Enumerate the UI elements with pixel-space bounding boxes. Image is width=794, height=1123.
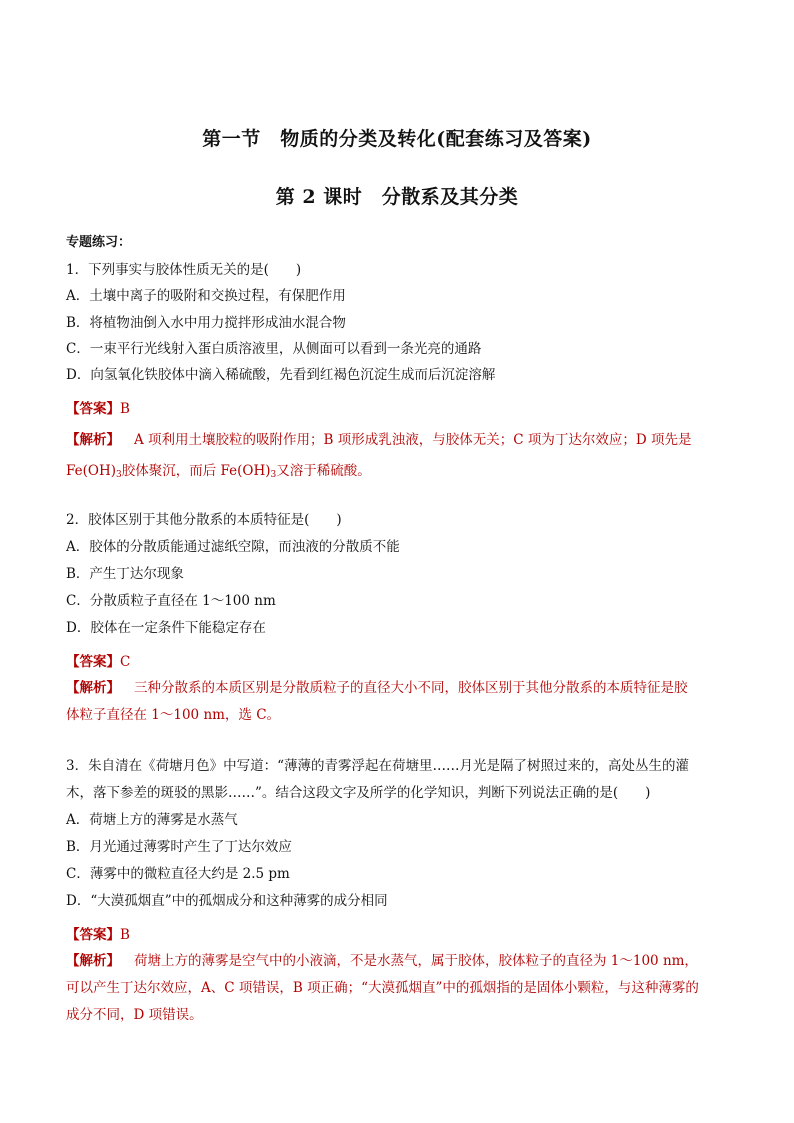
q3-answer xyxy=(66,926,130,944)
answer-label: 【答案】 xyxy=(66,654,120,670)
q2-option-a: A．胶体的分散质能通过滤纸空隙，而浊液的分散质不能 xyxy=(66,539,400,555)
q1-explain-text1: A 项利用土壤胶粒的吸附作用；B 项形成乳浊液，与胶体无关；C 项为丁达尔效应；D 项先是 xyxy=(134,432,692,448)
q2-answer xyxy=(66,653,130,671)
explain-label: 【解析】 xyxy=(66,680,120,696)
subscript: 3 xyxy=(116,470,122,480)
explain-label: 【解析】 xyxy=(66,432,120,448)
q3-stem-line1: 3．朱自清在《荷塘月色》中写道：“薄薄的青雾浮起在荷塘里……月光是隔了树照过来的，高处丛生的灌 xyxy=(66,758,689,774)
section-label: 专题练习： xyxy=(66,235,132,250)
q2-explain-text1: 三种分散系的本质区别是分散质粒子的直径大小不同，胶体区别于其他分散系的本质特征是胶 xyxy=(134,680,688,696)
q1-explain-text2b: 胶体聚沉，而后 Fe(OH) xyxy=(121,463,271,479)
q3-answer-value: B xyxy=(120,927,130,943)
q1-option-d: D．向氢氧化铁胶体中滴入稀硫酸，先看到红褐色沉淀生成而后沉淀溶解 xyxy=(66,367,496,383)
q1-explain-text2a: Fe(OH) xyxy=(66,463,116,479)
q2-stem: 2．胶体区别于其他分散系的本质特征是( ) xyxy=(66,512,342,528)
q1-answer xyxy=(66,400,130,418)
q1-explain-text2c: 又溶于稀硫酸。 xyxy=(276,463,371,479)
q2-option-c: C．分散质粒子直径在 1～100 nm xyxy=(66,593,276,609)
q3-explanation-line1 xyxy=(66,952,698,970)
q3-option-b: B．月光通过薄雾时产生了丁达尔效应 xyxy=(66,839,292,855)
q1-stem: 1．下列事实与胶体性质无关的是( ) xyxy=(66,262,302,278)
q3-option-c: C．薄雾中的微粒直径大约是 2.5 pm xyxy=(66,866,290,882)
q1-option-b: B．将植物油倒入水中用力搅拌形成油水混合物 xyxy=(66,315,346,331)
q2-explanation-line1 xyxy=(66,679,688,697)
q1-explanation-line2 xyxy=(66,462,371,480)
q2-option-b: B．产生丁达尔现象 xyxy=(66,566,184,582)
q3-option-d: D．“大漠孤烟直”中的孤烟成分和这种薄雾的成分相同 xyxy=(66,893,388,909)
q3-explanation-line2: 可以产生丁达尔效应，A、C 项错误，B 项正确；“大漠孤烟直”中的孤烟指的是固体小颗粒，与这种薄雾的 xyxy=(66,980,699,996)
q1-option-a: A．土壤中离子的吸附和交换过程，有保肥作用 xyxy=(66,288,346,304)
q3-explanation-line3: 成分不同，D 项错误。 xyxy=(66,1007,203,1023)
subscript: 3 xyxy=(270,470,277,480)
q1-answer-value: B xyxy=(120,401,130,417)
page-subtitle: 第 2 课时 分散系及其分类 xyxy=(275,186,519,208)
q2-option-d: D．胶体在一定条件下能稳定存在 xyxy=(66,620,266,636)
explain-label: 【解析】 xyxy=(66,953,120,969)
q2-answer-value: C xyxy=(120,654,131,670)
q1-option-c: C．一束平行光线射入蛋白质溶液里，从侧面可以看到一条光亮的通路 xyxy=(66,341,482,357)
q2-explanation-line2: 体粒子直径在 1～100 nm，选 C。 xyxy=(66,707,281,723)
q3-explain-text1: 荷塘上方的薄雾是空气中的小液滴，不是水蒸气，属于胶体，胶体粒子的直径为 1～100 nm， xyxy=(134,953,698,969)
q3-option-a: A．荷塘上方的薄雾是水蒸气 xyxy=(66,812,238,828)
answer-label: 【答案】 xyxy=(66,927,120,943)
page-title: 第一节 物质的分类及转化(配套练习及答案) xyxy=(202,128,592,150)
q1-explanation-line1 xyxy=(66,431,692,449)
answer-label: 【答案】 xyxy=(66,401,120,417)
q3-stem-line2: 木，落下参差的斑驳的黑影……”。结合这段文字及所学的化学知识，判断下列说法正确的是( ) xyxy=(66,785,651,801)
